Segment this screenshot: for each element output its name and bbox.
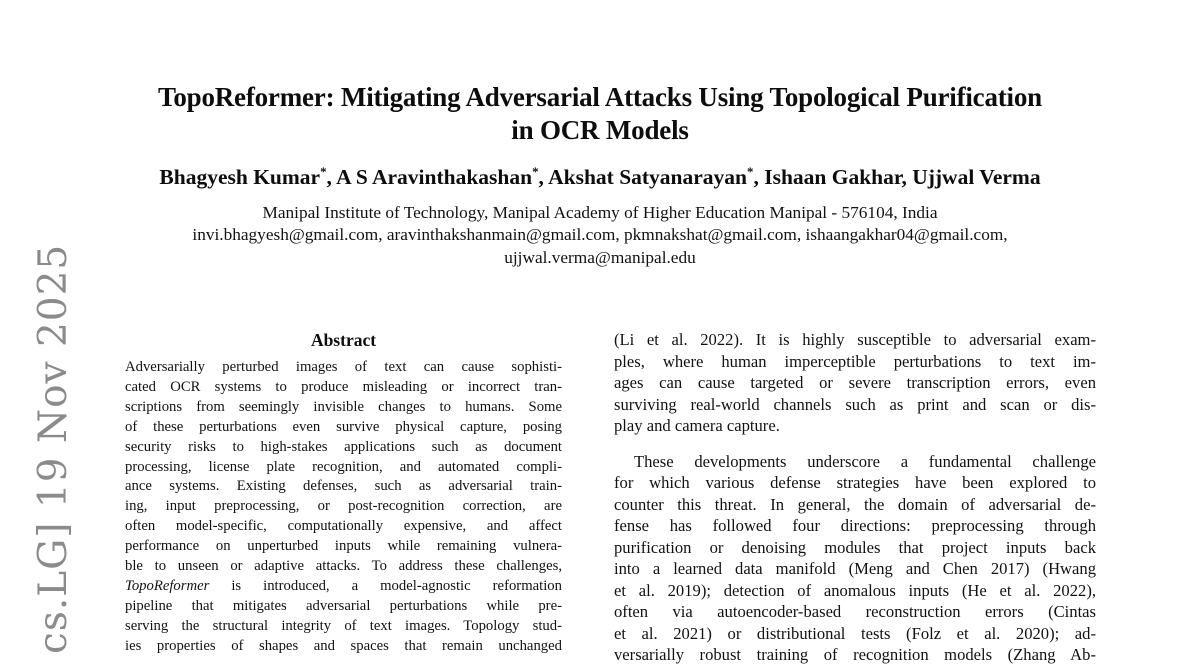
author-asterisk: * bbox=[747, 165, 754, 179]
text-line: ples, where human imperceptible perturbations to text im- bbox=[614, 351, 1096, 371]
text-line: purification or denoising modules that project inputs back bbox=[614, 537, 1096, 557]
text-line: ages can cause targeted or severe transcription errors, even bbox=[614, 373, 1096, 392]
right-column bbox=[614, 329, 1096, 666]
abstract-heading: Abstract bbox=[310, 330, 377, 350]
text-line: surviving real-world channels such as print and scan or dis- bbox=[614, 394, 1096, 414]
text-line: scriptions from seemingly invisible changes to humans. Some bbox=[125, 398, 562, 415]
paper-title-line-1: TopoReformer: Mitigating Adversarial Attacks Using Topological Purification bbox=[158, 82, 1042, 112]
arxiv-watermark: cs.LG] 19 Nov 2025 bbox=[31, 243, 76, 654]
text-line: often via autoencoder-based reconstruction errors (Cintas bbox=[614, 602, 1096, 621]
text-line: et al. 2021) or distributional tests (Folz et al. 2020); ad- bbox=[614, 623, 1096, 643]
text-line: for which various defense strategies have been explored to bbox=[614, 473, 1096, 492]
email-line-1: invi.bhagyesh@gmail.com, aravinthakshanmain@gmail.com, pkmnakshat@gmail.com, ishaangakhar04@gmail.com, bbox=[192, 225, 1008, 245]
text-line: of these perturbations even survive physical capture, posing bbox=[125, 418, 562, 435]
text-line: cated OCR systems to produce misleading or incorrect tran- bbox=[125, 378, 562, 395]
text-line: often model-specific, computationally expensive, and affect bbox=[125, 518, 562, 535]
text-line: ing, input preprocessing, or post-recognition correction, are bbox=[125, 498, 562, 515]
text-line: fense has followed four directions: preprocessing through bbox=[614, 516, 1096, 535]
authors-line: Bhagyesh Kumar*, A S Aravinthakashan*, Akshat Satyanarayan*, Ishaan Gakhar, Ujjwal Verma bbox=[159, 165, 1041, 190]
abstract-text bbox=[125, 358, 562, 657]
text-line: ble to unseen or adaptive attacks. To address these challenges, bbox=[125, 558, 562, 575]
text-line: versarially robust training of recognition models (Zhang Ab- bbox=[614, 645, 1096, 664]
text-line: security risks to high-stakes applications such as document bbox=[125, 438, 562, 455]
author-asterisk: * bbox=[320, 165, 327, 179]
text-line: ies properties of shapes and spaces that remain unchanged bbox=[125, 637, 562, 654]
text-line: play and camera capture. bbox=[614, 416, 780, 435]
email-line-2: ujjwal.verma@manipal.edu bbox=[504, 247, 696, 267]
text-line: Adversarially perturbed images of text can cause sophisti- bbox=[125, 359, 562, 375]
text-line: performance on unperturbed inputs while remaining vulnera- bbox=[125, 538, 562, 555]
text-line: ance systems. Existing defenses, such as adversarial train- bbox=[125, 478, 562, 495]
abstract-section bbox=[125, 330, 562, 657]
text-line: (Li et al. 2022). It is highly susceptible to adversarial exam- bbox=[614, 330, 1096, 349]
text-line: TopoReformer is introduced, a model-agnostic reformation bbox=[125, 577, 562, 594]
text-line: pipeline that mitigates adversarial perturbations while pre- bbox=[125, 597, 562, 614]
paper-title-line-2: in OCR Models bbox=[511, 115, 689, 145]
intro-paragraph-2 bbox=[614, 451, 1096, 666]
affiliation-line: Manipal Institute of Technology, Manipal Academy of Higher Education Manipal - 576104, India bbox=[262, 203, 938, 222]
author-asterisk: * bbox=[532, 165, 539, 179]
text-line: counter this threat. In general, the domain of adversarial de- bbox=[614, 494, 1096, 514]
text-line: processing, license plate recognition, and automated compli- bbox=[125, 458, 562, 475]
intro-paragraph-1 bbox=[614, 329, 1096, 437]
text-line: into a learned data manifold (Meng and Chen 2017) (Hwang bbox=[614, 559, 1096, 578]
text-line: et al. 2019); detection of anomalous inputs (He et al. 2022), bbox=[614, 580, 1096, 600]
paper-title bbox=[0, 81, 1200, 147]
text-line: These developments underscore a fundamental challenge bbox=[634, 451, 1096, 471]
text-line: serving the structural integrity of text images. Topology stud- bbox=[125, 617, 562, 634]
author-meta-block bbox=[0, 202, 1200, 269]
